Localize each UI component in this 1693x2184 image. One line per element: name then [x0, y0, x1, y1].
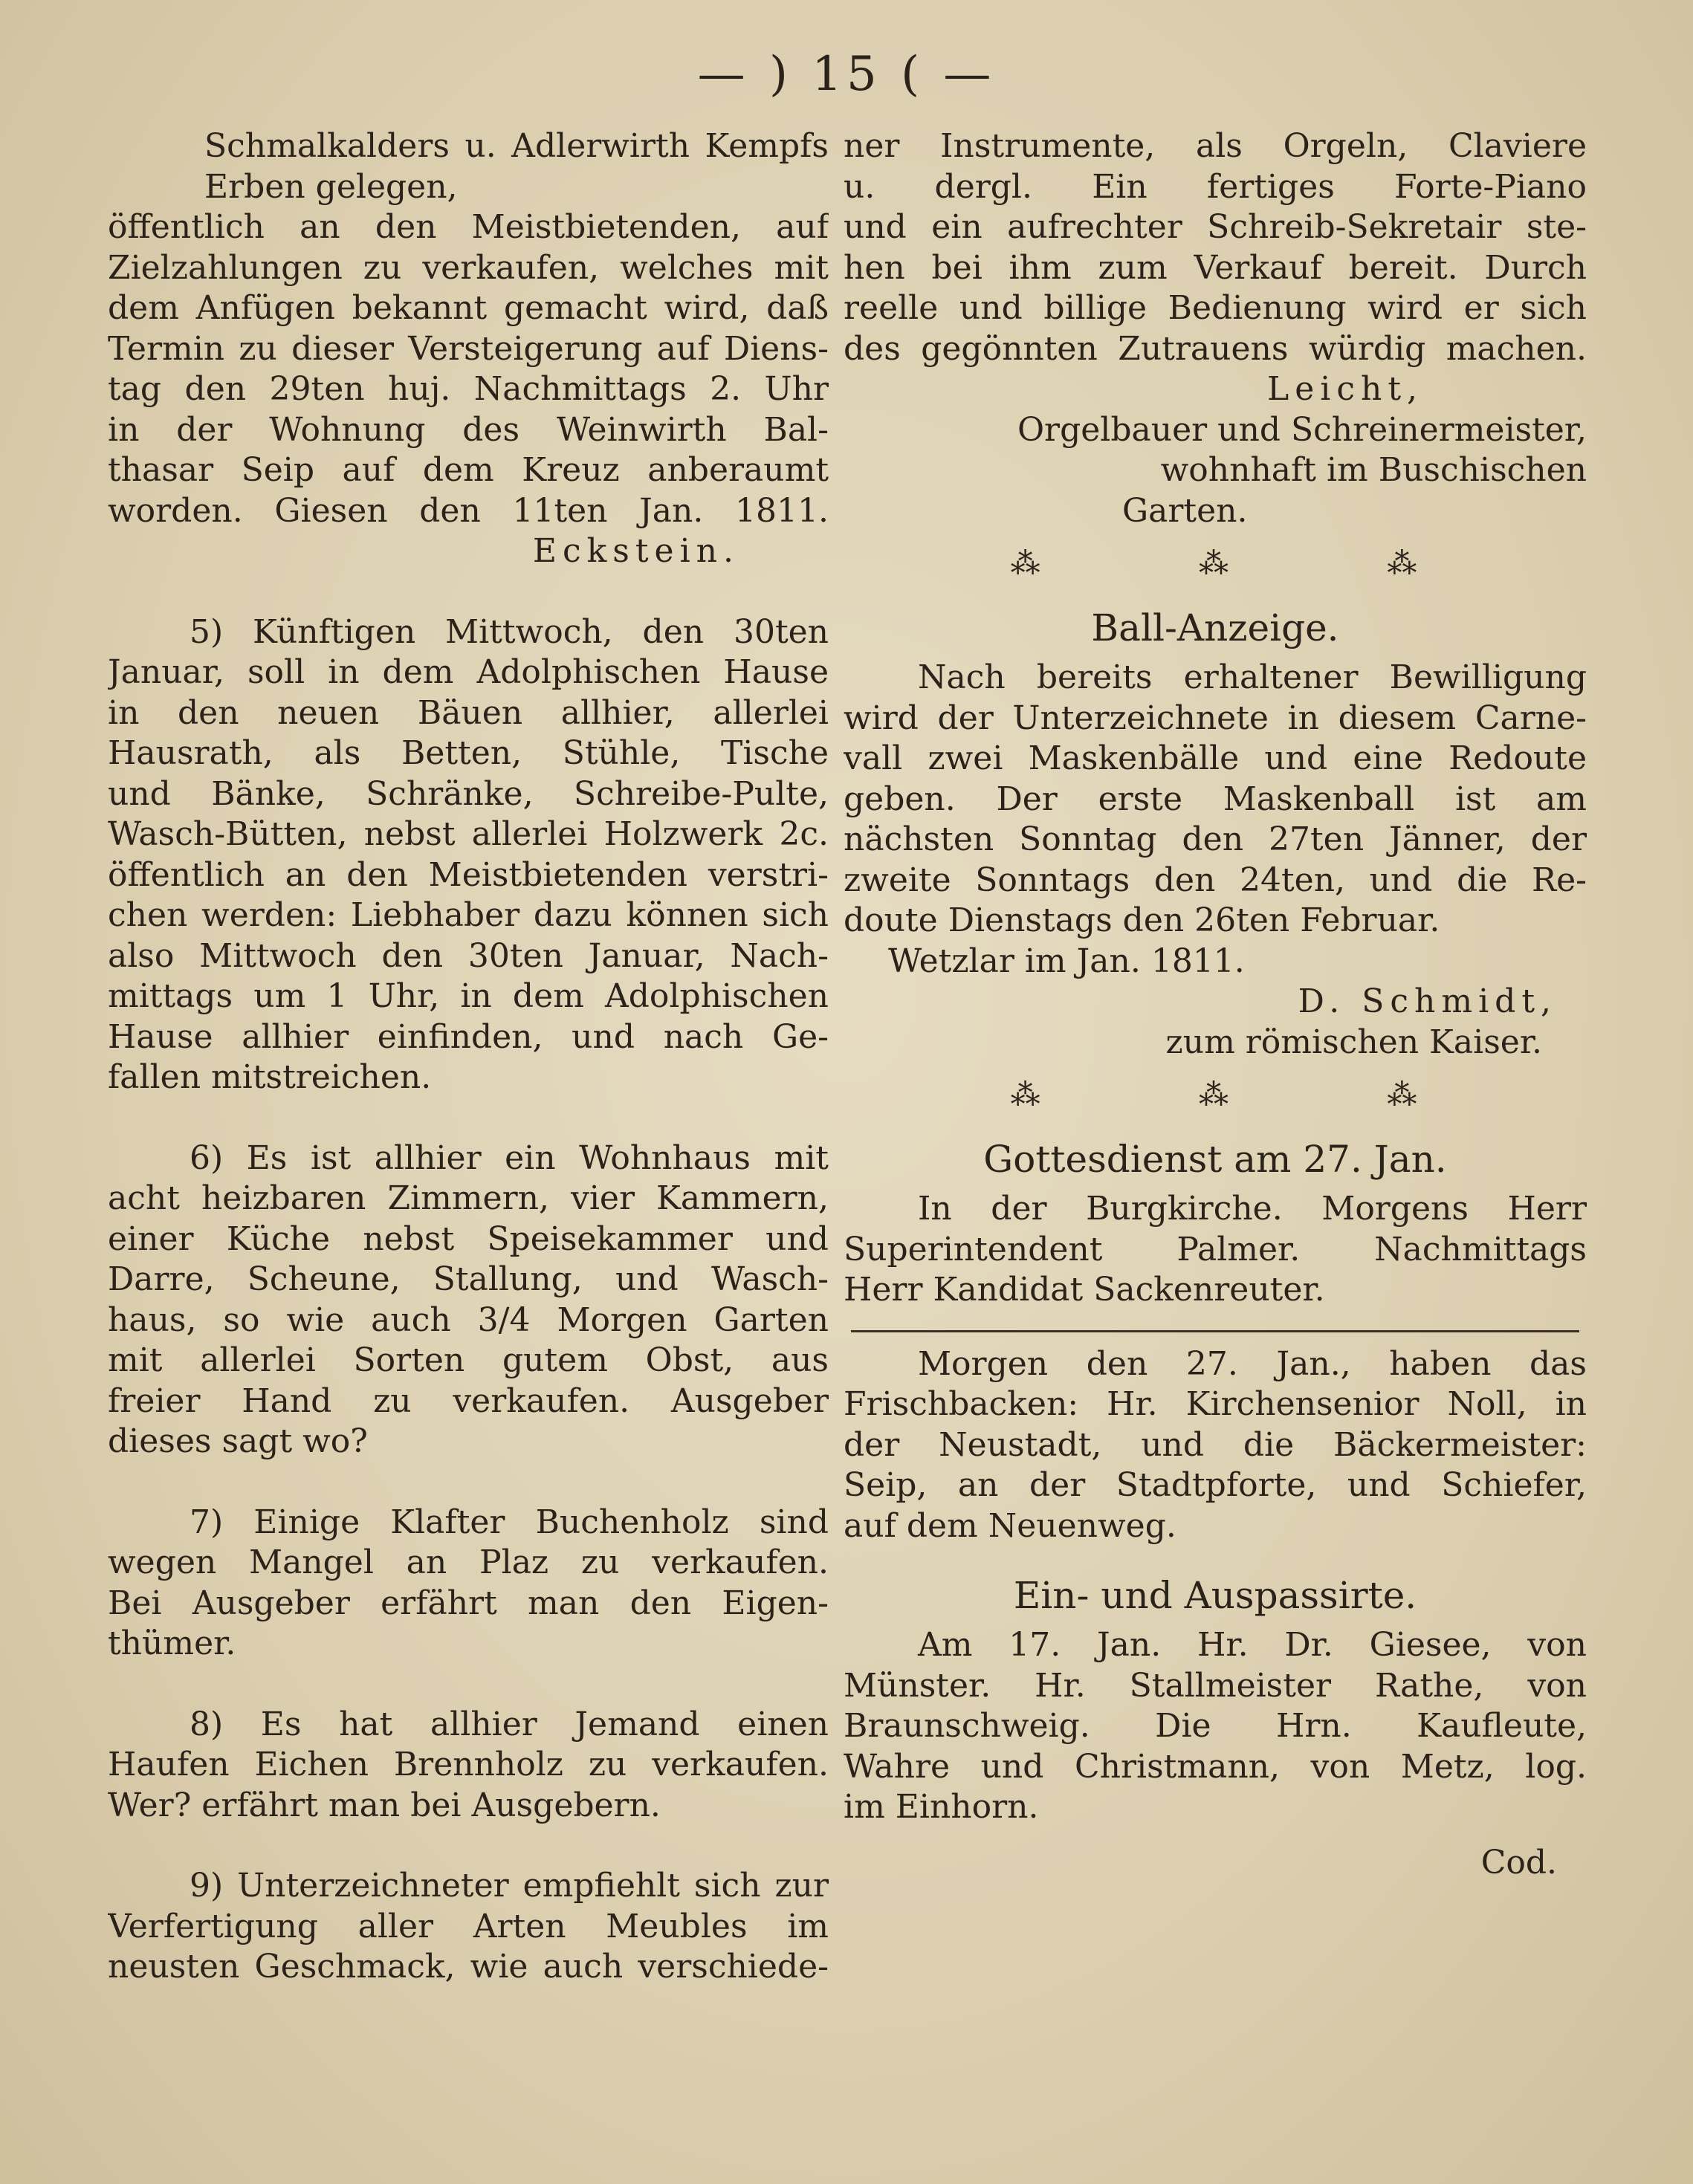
text-line: Verfertigung aller Arten Meubles im — [108, 1907, 829, 1945]
text-line: fallen mitstreichen. — [108, 1058, 432, 1096]
text-line: wegen Mangel an Plaz zu verkaufen. — [108, 1543, 829, 1581]
notice-9-furniture-maker — [108, 1866, 829, 1988]
asterism-icon: ⁂ — [1387, 1078, 1420, 1112]
ornament-divider — [844, 1073, 1587, 1118]
text-line: freier Hand zu verkaufen. Ausgeber — [108, 1381, 829, 1420]
text-line: Wer? erfährt man bei Ausgebern. — [108, 1786, 661, 1824]
text-line: Braunschweig. Die Hrn. Kaufleute, — [844, 1707, 1587, 1745]
text-line: reelle und billige Bedienung wird er sich — [844, 289, 1587, 327]
text-line: nächsten Sonntag den 27ten Jänner, der — [844, 820, 1587, 858]
text-line: in den neuen Bäuen allhier, allerlei — [108, 693, 829, 732]
text-line: doute Dienstags den 26ten Februar. — [844, 901, 1440, 939]
text-line: haus, so wie auch 3/4 Morgen Garten — [108, 1300, 829, 1339]
text-line: Orgelbauer und Schreinermeister, — [1017, 410, 1587, 449]
text-line: auf dem Neuenweg. — [844, 1506, 1176, 1545]
notice-ball-announcement — [844, 658, 1587, 1063]
notice-5-household-auction — [108, 612, 829, 1098]
text-line: Münster. Hr. Stallmeister Rathe, von — [844, 1666, 1587, 1705]
text-line: neusten Geschmack, wie auch verschiede- — [108, 1948, 829, 1986]
text-line: mittags um 1 Uhr, in dem Adolphischen — [108, 977, 829, 1015]
ball-heading: Ball-Anzeige. — [1091, 606, 1339, 649]
right-column — [844, 126, 1587, 1883]
text-line: thasar Seip auf dem Kreuz anberaumt — [108, 451, 829, 489]
text-line: Termin zu dieser Versteigerung auf Diens- — [108, 329, 829, 368]
left-column — [108, 126, 829, 1988]
notice-auction-house — [108, 126, 829, 572]
notice-bakers — [844, 1344, 1587, 1547]
ornament-divider — [844, 542, 1587, 586]
text-line: Zielzahlungen zu verkaufen, welches mit — [108, 248, 829, 287]
text-line: 9) Unterzeichneter empfiehlt sich zur — [190, 1867, 829, 1905]
text-line: Am 17. Jan. Hr. Dr. Giesee, von — [918, 1626, 1587, 1664]
asterism-icon: ⁂ — [1198, 547, 1231, 581]
text-line: im Einhorn. — [844, 1788, 1039, 1826]
text-line: 6) Es ist allhier ein Wohnhaus mit — [190, 1138, 829, 1177]
text-line: wohnhaft im Buschischen — [1160, 451, 1587, 489]
text-line: worden. Giesen den 11ten Jan. 1811. — [108, 491, 829, 530]
text-line: öffentlich an den Meistbietenden verstri- — [108, 855, 829, 894]
text-line: Seip, an der Stadtpforte, und Schiefer, — [844, 1466, 1587, 1504]
church-service-heading: Gottesdienst am 27. Jan. — [983, 1138, 1447, 1181]
text-line: Wahre und Christmann, von Metz, log. — [844, 1747, 1587, 1786]
text-line: u. dergl. Ein fertiges Forte-Piano — [844, 167, 1587, 206]
text-line: und Bänke, Schränke, Schreibe-Pulte, — [108, 774, 829, 813]
catchword: Cod. — [1480, 1843, 1557, 1882]
text-line: Schmalkalders u. Adlerwirth Kempfs — [204, 127, 829, 165]
text-line: Frischbacken: Hr. Kirchensenior Noll, in — [844, 1385, 1587, 1423]
notice-7-beech-wood — [108, 1503, 829, 1665]
travellers-heading: Ein- und Auspassirte. — [1013, 1574, 1417, 1617]
text-line: hen bei ihm zum Verkauf bereit. Durch — [844, 248, 1587, 287]
asterism-icon: ⁂ — [1198, 1078, 1231, 1112]
text-line: des gegönnten Zutrauens würdig machen. — [844, 329, 1587, 368]
text-line: dem Anfügen bekannt gemacht wird, daß — [108, 289, 829, 327]
notice-9-continued — [844, 126, 1587, 531]
text-line: Garten. — [1122, 491, 1248, 530]
text-line: Morgen den 27. Jan., haben das — [918, 1344, 1587, 1383]
text-line: einer Küche nebst Speisekammer und — [108, 1219, 829, 1258]
text-line: acht heizbaren Zimmern, vier Kammern, — [108, 1179, 829, 1217]
text-line: mit allerlei Sorten gutem Obst, aus — [108, 1341, 829, 1379]
text-line: Januar, soll in dem Adolphischen Hause — [108, 653, 829, 691]
text-line: dieses sagt wo? — [108, 1422, 368, 1460]
notice-travellers — [844, 1625, 1587, 1883]
text-line: In der Burgkirche. Morgens Herr — [918, 1190, 1587, 1228]
signature-eckstein: Eckstein. — [532, 532, 739, 570]
text-line: zweite Sonntags den 24ten, und die Re- — [844, 861, 1587, 899]
text-line: zum römischen Kaiser. — [1165, 1023, 1542, 1061]
text-line: thümer. — [108, 1624, 236, 1662]
text-line: Wetzlar im Jan. 1811. — [888, 942, 1245, 980]
text-line: Superintendent Palmer. Nachmittags — [844, 1230, 1587, 1268]
text-line: und ein aufrechter Schreib-Sekretair ste- — [844, 208, 1587, 246]
signature-leicht: Leicht, — [1267, 370, 1423, 408]
text-line: Bei Ausgeber erfährt man den Eigen- — [108, 1584, 829, 1622]
notice-6-house-sale — [108, 1138, 829, 1462]
text-line: Erben gelegen, — [204, 167, 458, 206]
text-line: geben. Der erste Maskenball ist am — [844, 780, 1587, 818]
signature-schmidt: D. Schmidt, — [1298, 982, 1557, 1020]
text-line: vall zwei Maskenbälle und eine Redoute — [844, 739, 1587, 777]
text-line: 5) Künftigen Mittwoch, den 30ten — [190, 612, 829, 651]
text-line: Wasch-Bütten, nebst allerlei Holzwerk 2c. — [108, 815, 829, 853]
text-line: tag den 29ten huj. Nachmittags 2. Uhr — [108, 370, 829, 408]
text-line: in der Wohnung des Weinwirth Bal- — [108, 410, 829, 449]
text-line: öffentlich an den Meistbietenden, auf — [108, 208, 829, 246]
asterism-icon: ⁂ — [1010, 1078, 1043, 1112]
text-line: 8) Es hat allhier Jemand einen — [190, 1705, 829, 1743]
text-line: Herr Kandidat Sackenreuter. — [844, 1271, 1325, 1309]
page-number-header: — ) 15 ( — — [697, 47, 996, 102]
asterism-icon: ⁂ — [1387, 547, 1420, 581]
text-line: Hause allhier einfinden, und nach Ge- — [108, 1017, 829, 1056]
asterism-icon: ⁂ — [1010, 547, 1043, 581]
text-line: Hausrath, als Betten, Stühle, Tische — [108, 734, 829, 772]
text-line: 7) Einige Klafter Buchenholz sind — [190, 1503, 829, 1541]
text-line: Nach bereits erhaltener Bewilligung — [918, 658, 1587, 696]
text-line: ner Instrumente, als Orgeln, Claviere — [844, 127, 1587, 165]
text-line: also Mittwoch den 30ten Januar, Nach- — [108, 936, 829, 975]
notice-8-oak-wood — [108, 1705, 829, 1827]
text-line: Haufen Eichen Brennholz zu verkaufen. — [108, 1746, 829, 1783]
divider-rule — [851, 1330, 1579, 1332]
text-line: Darre, Scheune, Stallung, und Wasch- — [108, 1260, 829, 1298]
text-line: wird der Unterzeichnete in diesem Carne- — [844, 699, 1587, 737]
notice-church-service — [844, 1189, 1587, 1311]
text-line: chen werden: Liebhaber dazu können sich — [108, 896, 829, 934]
text-line: der Neustadt, und die Bäckermeister: — [844, 1425, 1587, 1464]
